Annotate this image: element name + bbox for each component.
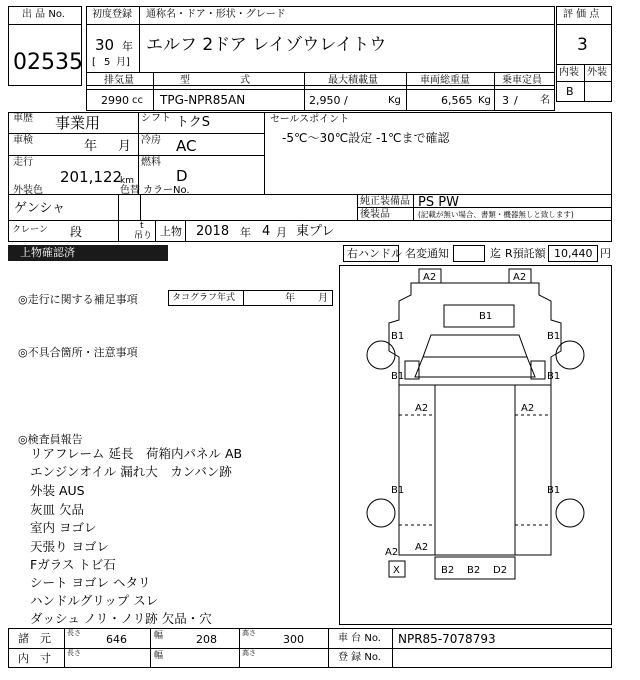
reg-month-open: [ — [92, 57, 96, 68]
rear-left-wheel — [367, 499, 395, 527]
inspector-line-7: Fガラス トビ石 — [30, 557, 116, 572]
mileage-value: 201,122 — [60, 168, 123, 186]
mark-b1-front-left: B1 — [391, 331, 405, 342]
mark-b1-door-right: B1 — [547, 371, 561, 382]
confirm-badge — [8, 245, 168, 261]
fuel-value: D — [176, 167, 188, 185]
weight-label: 車両総重量 — [420, 75, 470, 86]
front-right-wheel — [556, 341, 584, 369]
crane-stage: 段 — [70, 225, 83, 239]
mark-b1-door-left: B1 — [391, 371, 405, 382]
fuel-label: 燃料 — [141, 157, 161, 168]
reg-year: 30 — [95, 36, 115, 54]
top-year: 2018 — [196, 224, 230, 239]
aftermarket-label: 後装品 — [360, 209, 390, 220]
history-value: 事業用 — [55, 114, 101, 132]
hood — [415, 357, 535, 377]
mark-b2-a: B2 — [441, 565, 455, 576]
top-label: 上物 — [160, 225, 182, 238]
mark-b1-rear-left: B1 — [391, 485, 405, 496]
color-no-label: カラーNo. — [143, 185, 190, 196]
mark-a2-side-right: A2 — [521, 403, 535, 414]
weight-value: 6,565 — [441, 94, 473, 107]
grade-value: 3 — [577, 35, 588, 55]
tachograph-month: 月 — [318, 293, 328, 304]
mark-a2-top-left: A2 — [423, 272, 437, 283]
model-label: 型 式 — [180, 75, 250, 86]
lot-label: 出 品 No. — [22, 9, 65, 20]
mark-b1-rear-right: B1 — [547, 485, 561, 496]
width-label: 幅 — [154, 631, 164, 641]
color-label: 外装色 — [13, 185, 43, 196]
capacity-label: 乗車定員 — [502, 75, 542, 86]
inspector-line-9: ハンドルグリップ スレ — [30, 593, 159, 608]
interior-dims-label: 内 寸 — [18, 652, 51, 665]
inspector-line-1: リアフレーム 延長 荷箱内パネル AB — [30, 446, 243, 461]
front-left-wheel — [367, 341, 395, 369]
top-month: 4 — [262, 224, 271, 239]
displacement-label: 排気量 — [104, 75, 134, 86]
inspector-line-8: シート ヨゴレ ヘタリ — [30, 575, 151, 590]
odometer-label: R預託額 — [505, 247, 546, 260]
load-value: 2,950 — [309, 94, 341, 107]
interior-grade: B — [566, 85, 574, 98]
right-door-window — [531, 361, 545, 379]
aftermarket-note: (記載が無い場合、書類・機器無しと致します) — [418, 210, 574, 219]
shift-value: トクS — [176, 115, 210, 130]
confirm-badge-text: 上物確認済 — [20, 246, 75, 259]
load-slash: / — [344, 94, 348, 107]
mileage-label: 走行 — [13, 157, 33, 168]
crane-label: クレーン — [12, 225, 48, 235]
cab-outline — [389, 283, 561, 385]
lot-number: 02535 — [13, 50, 83, 75]
history-label: 車歴 — [13, 113, 33, 124]
name-label: 通称名・ドア・形状・グレード — [146, 9, 286, 20]
crane-lift: 吊り — [134, 231, 153, 241]
exterior-grade-label: 外装 — [587, 67, 607, 78]
grade-label: 評 価 点 — [563, 9, 600, 20]
width-value: 208 — [196, 633, 217, 646]
height-value: 300 — [283, 633, 304, 646]
capacity-unit: 名 — [540, 95, 550, 106]
mark-a2-top-right: A2 — [513, 272, 527, 283]
truck-diagram — [339, 265, 612, 625]
driving-notes-label: ◎走行に関する補足事項 — [18, 293, 138, 306]
top-month-unit: 月 — [276, 226, 287, 239]
mark-a2-bottom-mid: A2 — [415, 542, 429, 553]
mileage-unit: km — [120, 176, 134, 186]
first-reg-label: 初度登録 — [92, 9, 132, 20]
inspection-year: 年 — [84, 139, 98, 154]
dims-label: 諸 元 — [18, 632, 51, 645]
meter-change-box — [453, 245, 485, 262]
mark-d2: D2 — [493, 565, 508, 576]
equipment-label: 純正装備品 — [360, 196, 410, 207]
load-unit: Kg — [388, 95, 401, 106]
inspector-line-10: ダッシュ ノリ・ノリ跡 欠品・穴 — [30, 611, 212, 626]
rear-right-wheel — [556, 499, 584, 527]
reg-month: 5 — [104, 57, 111, 68]
inspector-line-3: 外装 AUS — [30, 483, 85, 498]
mark-b2-b: B2 — [467, 565, 481, 576]
inspector-line-2: エンジンオイル 漏れ大 カンバン跡 — [30, 464, 232, 479]
color-value: ゲンシャ — [14, 201, 66, 216]
left-door-window — [405, 361, 419, 379]
top-maker: 東プレ — [296, 224, 335, 239]
tachograph-label: タコグラフ年式 — [172, 293, 236, 303]
load-label: 最大積載量 — [328, 75, 378, 86]
capacity-value: 3 — [502, 94, 509, 107]
interior-grade-label: 内装 — [559, 67, 579, 78]
inspector-line-4: 灰皿 欠品 — [30, 502, 84, 517]
defects-label: ◎不具合箇所・注意事項 — [18, 346, 138, 359]
aircon-value: AC — [176, 137, 197, 155]
displacement-value: 2990 — [101, 94, 129, 107]
windshield — [423, 335, 527, 357]
reg-year-unit: 年 — [122, 40, 133, 53]
mark-a2-side-left: A2 — [415, 403, 429, 414]
chassis-label: 車 台 No. — [338, 633, 381, 644]
mark-x: X — [393, 565, 400, 576]
inspection-label: 車検 — [13, 135, 33, 146]
mark-a2-bottom-left: A2 — [385, 547, 399, 558]
equipment-value: PS PW — [418, 195, 459, 210]
top-year-unit: 年 — [240, 226, 251, 239]
height-label: 高さ — [242, 629, 256, 637]
color-change-label: 色替 — [120, 185, 140, 196]
mark-b1-front-right: B1 — [547, 331, 561, 342]
length-label: 長さ — [67, 629, 81, 637]
in-length-label: 長さ — [67, 649, 81, 657]
inspection-month: 月 — [118, 139, 132, 154]
shift-label: シフト — [141, 113, 171, 124]
in-width-label: 幅 — [154, 651, 164, 661]
reg-month-unit: 月] — [116, 57, 130, 68]
aircon-label: 冷房 — [141, 135, 161, 146]
inspector-label: ◎検査員報告 — [18, 433, 83, 446]
meter-sep: 迄 — [490, 247, 501, 260]
length-value: 646 — [106, 633, 127, 646]
capacity-slash: / — [514, 94, 518, 107]
chassis-value: NPR85-7078793 — [398, 632, 496, 646]
odometer-unit: 円 — [600, 247, 611, 260]
handle-value: 右ハンドル — [347, 247, 402, 260]
tachograph-year: 年 — [285, 293, 295, 304]
inspector-line-5: 室内 ヨゴレ — [30, 520, 97, 535]
weight-unit: Kg — [478, 95, 491, 106]
odometer-value: 10,440 — [554, 247, 593, 260]
in-height-label: 高さ — [242, 649, 256, 657]
sales-point-label: セールスポイント — [270, 114, 350, 125]
meter-change-label: 名変通知 — [405, 247, 449, 260]
crane-t: t — [140, 221, 144, 231]
sales-point-value: -5℃～30℃設定 -1℃まで確認 — [282, 131, 450, 145]
mark-b1-roof: B1 — [479, 311, 493, 322]
car-name: エルフ 2ドア レイゾウレイトウ — [146, 35, 387, 55]
inspector-line-6: 天張り ヨゴレ — [30, 539, 109, 554]
model-value: TPG-NPR85AN — [160, 93, 246, 107]
displacement-unit: cc — [132, 95, 143, 106]
reg-no-label: 登 録 No. — [338, 652, 381, 663]
